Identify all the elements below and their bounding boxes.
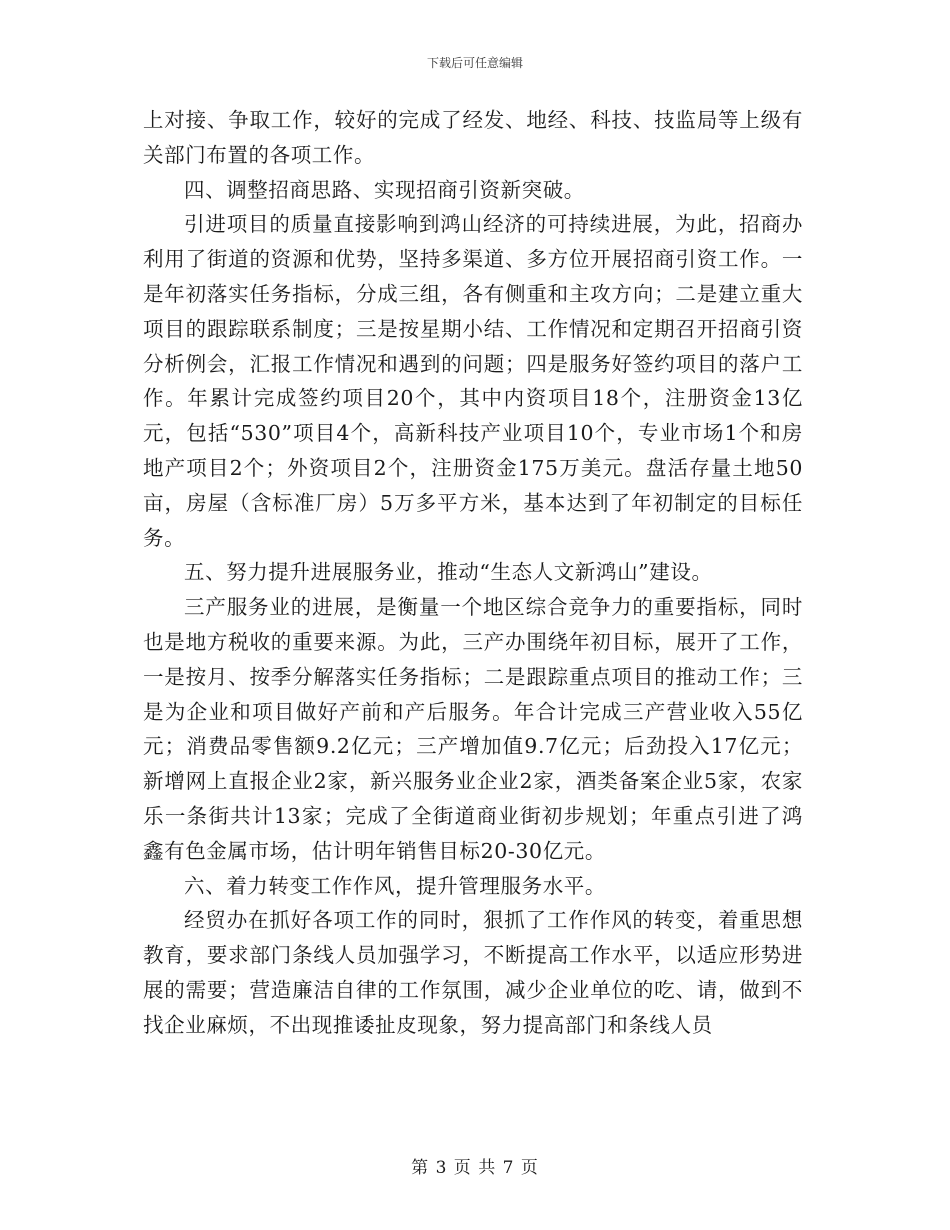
paragraph-1: 上对接、争取工作，较好的完成了经发、地经、科技、技监局等上级有关部门布置的各项工作。 xyxy=(143,108,803,167)
section-heading-5: 五、努力提升进展服务业，推动“生态人文新鸿山”建设。 xyxy=(184,560,713,585)
section-heading-4: 四、调整招商思路、实现招商引资新突破。 xyxy=(184,177,585,202)
document-body xyxy=(143,103,803,1043)
section-heading-6: 六、着力转变工作作风，提升管理服务水平。 xyxy=(184,873,606,898)
page-header: 下载后可任意编辑 xyxy=(426,56,523,70)
paragraph-investment: 引进项目的质量直接影响到鸿山经济的可持续进展，为此，招商办利用了街道的资源和优势，坚持多渠道、多方位开展招商引资工作。一是年初落实任务指标，分成三组，各有侧重和主攻方向；二是建立重大项目的跟踪联系制度；三是按星期小结、工作情况和定期召开招商引资分析例会，汇报工作情况和遇到的问题；四是服务好签约项目的落户工作。年累计完成签约项目20个，其中内资项目18个，注册资金13亿元，包括“530”项目4个，高新科技产业项目10个，专业市场1个和房地产项目2个；外资项目2个，注册资金175万美元。盘活存量土地50亩，房屋（含标准厂房）5万多平方米，基本达到了年初制定的目标任务。 xyxy=(143,212,803,550)
page-number: 第 3 页 共 7 页 xyxy=(411,1158,539,1178)
paragraph-services: 三产服务业的进展，是衡量一个地区综合竞争力的重要指标，同时也是地方税收的重要来源。为此，三产办围绕年初目标，展开了工作，一是按月、按季分解落实任务指标；二是跟踪重点项目的推动工作；三是为企业和项目做好产前和产后服务。年合计完成三产营业收入55亿元；消费品零售额9.2亿元；三产增加值9.7亿元；后劲投入17亿元；新增网上直报企业2家，新兴服务业企业2家，酒类备案企业5家，农家乐一条街共计13家；完成了全街道商业街初步规划；年重点引进了鸿鑫有色金属市场，估计明年销售目标20-30亿元。 xyxy=(143,595,803,863)
paragraph-work-style: 经贸办在抓好各项工作的同时，狠抓了工作作风的转变，着重思想教育，要求部门条线人员加强学习，不断提高工作水平，以适应形势进展的需要；营造廉洁自律的工作氛围，减少企业单位的吃、请，做到不找企业麻烦，不出现推诿扯皮现象，努力提高部门和条线人员 xyxy=(143,908,803,1037)
